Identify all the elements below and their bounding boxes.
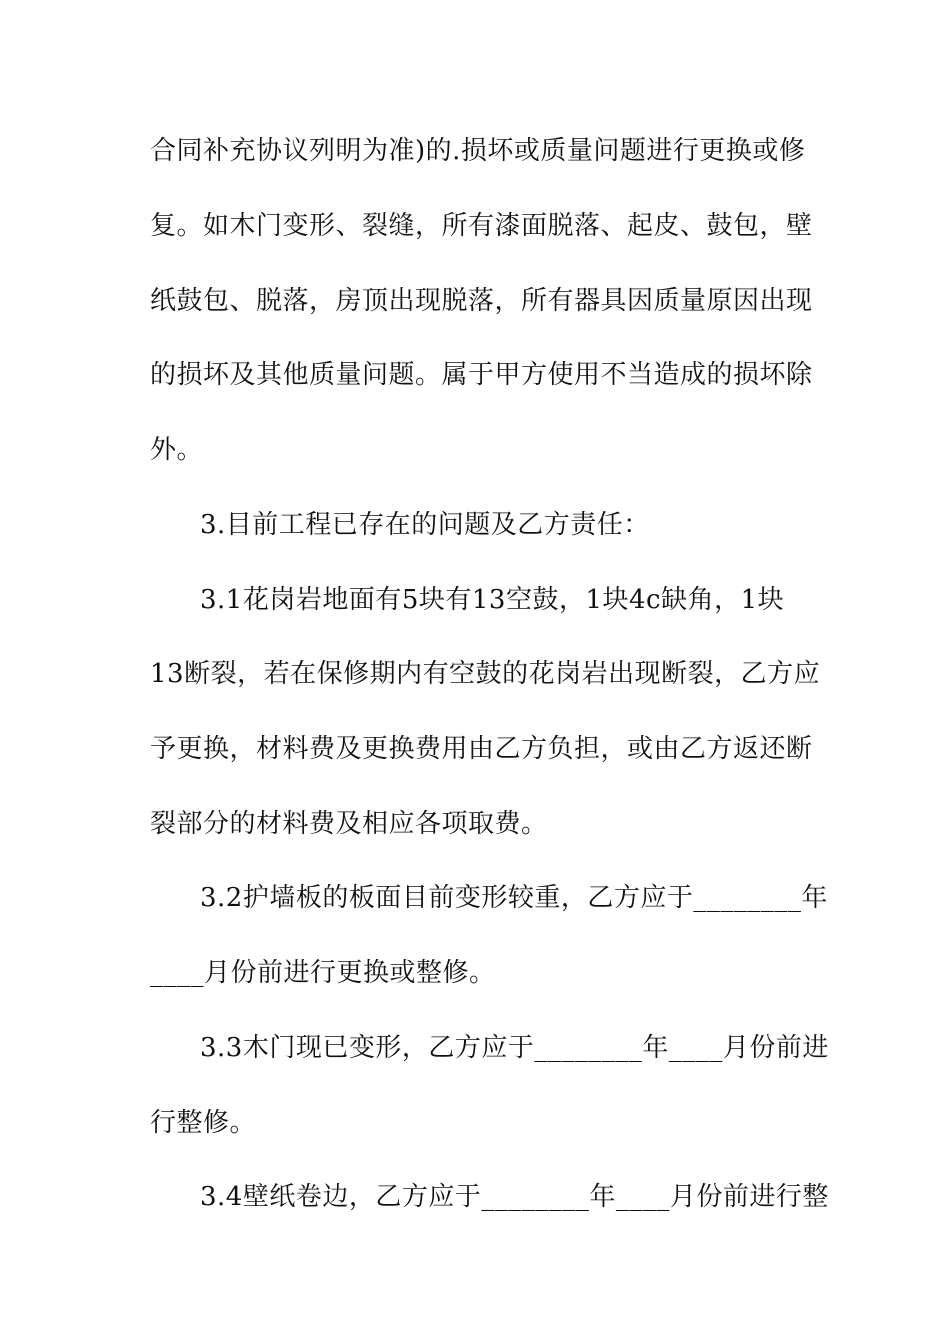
- text-line-5: 外。: [150, 435, 204, 465]
- text-line-1: 合同补充协议列明为准)的.损坏或质量问题进行更换或修: [150, 136, 806, 166]
- item-3-1-line-4: 裂部分的材料费及相应各项取费。: [150, 809, 548, 839]
- item-3-3-line-2: 行整修。: [150, 1108, 257, 1138]
- text-line-2: 复。如木门变形、裂缝，所有漆面脱落、起皮、鼓包，壁: [150, 211, 813, 241]
- text-line-4: 的损坏及其他质量问题。属于甲方使用不当造成的损坏除: [150, 360, 813, 390]
- item-3-1-line-1: 3.1花岗岩地面有5块有13空鼓，1块4c缺角，1块: [200, 585, 785, 615]
- item-3-1-line-3: 予更换，材料费及更换费用由乙方负担，或由乙方返还断: [150, 734, 813, 764]
- text-line-3: 纸鼓包、脱落，房顶出现脱落，所有器具因质量原因出现: [150, 286, 813, 316]
- item-3-2-line-1: 3.2护墙板的板面目前变形较重，乙方应于________年: [200, 883, 828, 913]
- section-3-heading: 3.目前工程已存在的问题及乙方责任：: [200, 510, 650, 540]
- item-3-4-line-1: 3.4壁纸卷边，乙方应于________年____月份前进行整: [200, 1182, 829, 1212]
- item-3-3-line-1: 3.3木门现已变形，乙方应于________年____月份前进: [200, 1033, 829, 1063]
- item-3-2-line-2: ____月份前进行更换或整修。: [150, 958, 496, 988]
- item-3-1-line-2: 13断裂，若在保修期内有空鼓的花岗岩出现断裂，乙方应: [150, 659, 821, 689]
